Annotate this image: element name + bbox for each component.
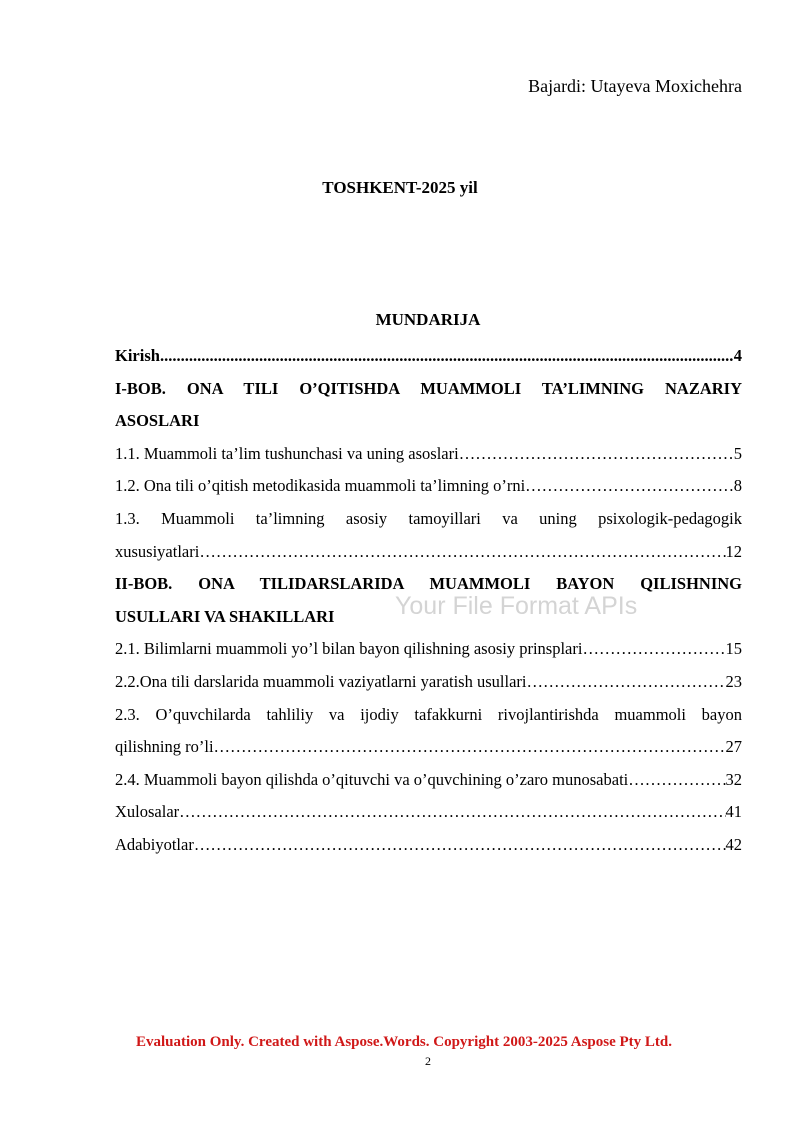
toc-page-number: 4 <box>733 346 742 365</box>
toc-entry-xulosalar[interactable] <box>115 796 742 829</box>
toc-entry-2-3-line-2[interactable] <box>115 731 742 764</box>
toc-entry-text: 2.1. Bilimlarni muammoli yo’l bilan bayon qilishning asosiy prinsplari <box>115 639 583 659</box>
toc-entry-text: qilishning ro’li <box>115 737 214 757</box>
evaluation-notice: Evaluation Only. Created with Aspose.Words. Copyright 2003-2025 Aspose Pty Ltd. <box>135 1034 673 1050</box>
toc-entry-text: 2.2.Ona tili darslarida muammoli vaziyatlarni yaratish usullari <box>115 671 527 691</box>
dot-leader <box>526 666 725 699</box>
toc-page-number: 32 <box>725 769 742 789</box>
dot-leader <box>214 731 726 764</box>
watermark: Your File Format APIs <box>395 592 638 620</box>
toc-entry-text: xususiyatlari <box>115 541 200 561</box>
toc-page-number: 41 <box>725 802 742 822</box>
dot-leader <box>459 438 734 471</box>
toc-entry-1-3-line-1[interactable]: 1.3. Muammoli ta’limning asosiy tamoyillari va uning psixologik-pedagogik <box>115 508 742 528</box>
dot-leader <box>628 764 725 797</box>
toc-page-number: 42 <box>725 834 742 854</box>
toc-entry-kirish[interactable] <box>115 340 742 373</box>
toc-page-number: 27 <box>725 737 742 757</box>
toc-entry-text: 1.1. Muammoli ta’lim tushunchasi va uning asoslari <box>115 443 459 463</box>
toc-entry-adabiyotlar[interactable] <box>115 829 742 862</box>
toc-entry-2-1[interactable] <box>115 633 742 666</box>
dot-leader <box>199 536 725 569</box>
author-line: Bajardi: Utayeva Moxichehra <box>528 76 742 96</box>
toc-entry-text: 1.2. Ona tili o’qitish metodikasida muammoli ta’limning o’rni <box>115 476 526 496</box>
dot-leader <box>582 633 725 666</box>
city-year: TOSHKENT-2025 yil <box>322 178 478 197</box>
toc-chapter-2-line-1[interactable]: II-BOB. ONA TILIDARSLARIDA MUAMMOLI BAYON QILISHNING <box>115 574 742 594</box>
toc-entry-text: Xulosalar <box>115 802 180 822</box>
toc-chapter-2-line-2[interactable]: USULLARI VA SHAKILLARI <box>115 606 335 626</box>
toc-entry-1-3-line-2[interactable] <box>115 536 742 569</box>
dot-leader <box>179 796 725 829</box>
page-number: 2 <box>425 1054 431 1068</box>
toc-title: MUNDARIJA <box>375 310 481 329</box>
toc-page-number: 23 <box>725 671 742 691</box>
toc-chapter-1-line-1[interactable]: I-BOB. ONA TILI O’QITISHDA MUAMMOLI TA’LIMNING NAZARIY <box>115 378 742 398</box>
toc-page-number: 5 <box>733 443 742 463</box>
toc-entry-text: Adabiyotlar <box>115 834 194 854</box>
toc-entry-2-3-line-1[interactable]: 2.3. O’quvchilarda tahliliy va ijodiy tafakkurni rivojlantirishda muammoli bayon <box>115 704 742 724</box>
dot-leader <box>525 470 734 503</box>
dot-leader <box>160 340 734 373</box>
toc-entry-1-2[interactable] <box>115 470 742 503</box>
toc-chapter-1-line-2[interactable]: ASOSLARI <box>115 411 200 431</box>
dot-leader <box>194 829 726 862</box>
toc-page-number: 8 <box>733 476 742 496</box>
toc-page-number: 15 <box>725 639 742 659</box>
toc-page-number: 12 <box>725 541 742 561</box>
toc-entry-1-1[interactable] <box>115 438 742 471</box>
toc-entry-2-4[interactable] <box>115 764 742 797</box>
toc-entry-text: Kirish <box>115 346 160 365</box>
toc-entry-2-2[interactable] <box>115 666 742 699</box>
toc-entry-text: 2.4. Muammoli bayon qilishda o’qituvchi va o’quvchining o’zaro munosabati <box>115 769 629 789</box>
